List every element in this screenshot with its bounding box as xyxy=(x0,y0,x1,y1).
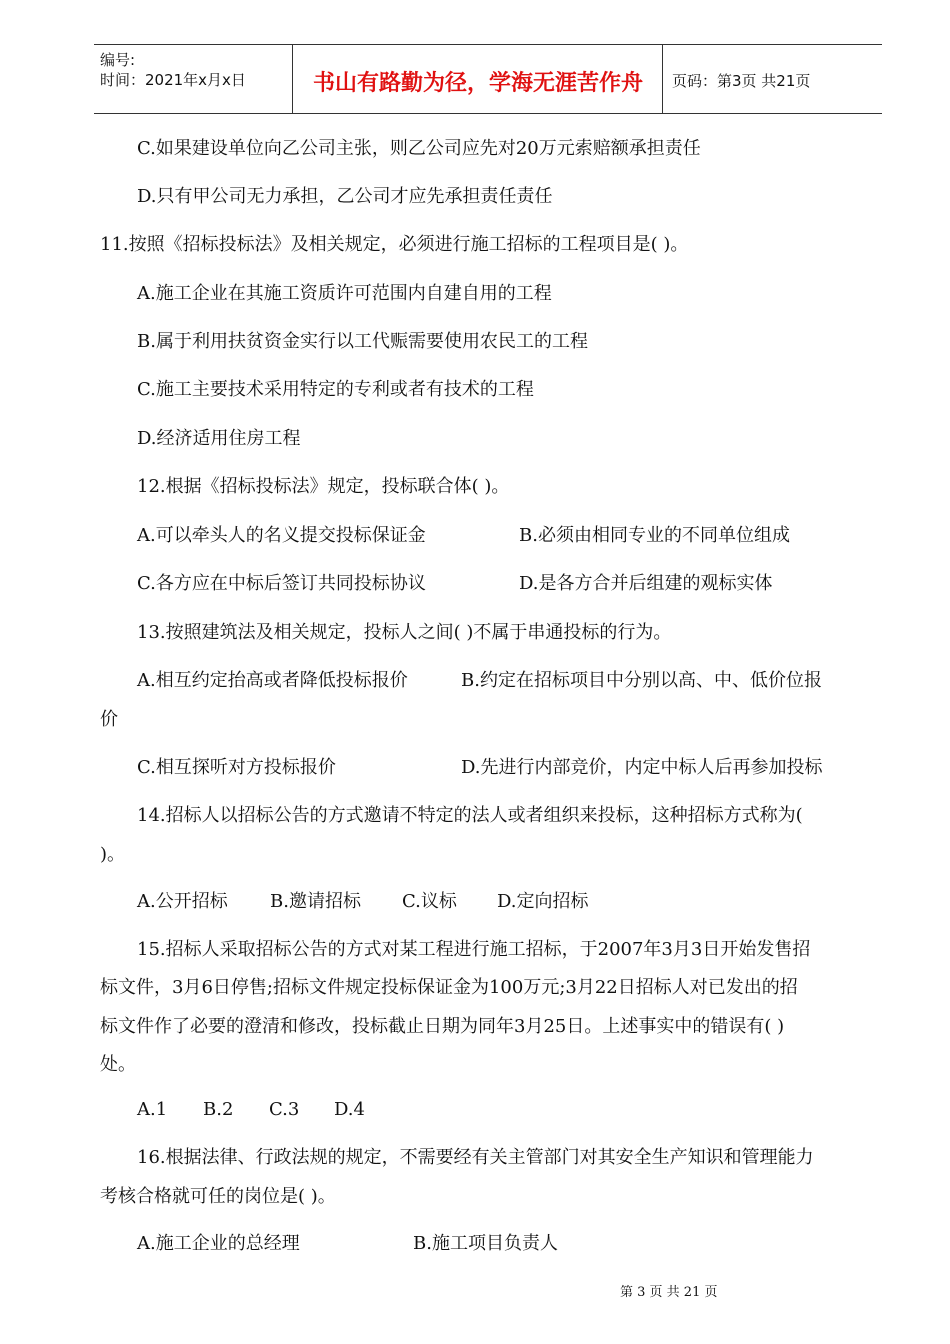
header-right-cell xyxy=(664,45,882,113)
q12-option-a: A.可以牵头人的名义提交投标保证金 xyxy=(137,525,426,546)
q14-option-d: D.定向招标 xyxy=(497,891,589,912)
q11-option-c: C.施工主要技术采用特定的专利或者有技术的工程 xyxy=(137,379,534,400)
q15-option-a: A.1 xyxy=(137,1099,168,1120)
q11-option-d: D.经济适用住房工程 xyxy=(137,428,301,449)
question-12: 12.根据《招标投标法》规定，投标联合体( )。 xyxy=(137,476,510,497)
question-16: 16.根据法律、行政法规的规定，不需要经有关主管部门对其安全生产知识和管理能力 xyxy=(137,1147,814,1168)
header-left-cell xyxy=(94,45,293,113)
q15-option-c: C.3 xyxy=(269,1099,300,1120)
q13-option-b: B.约定在招标项目中分别以高、中、低价位报 xyxy=(461,670,822,691)
header-middle-cell xyxy=(294,45,663,113)
q12-option-b: B.必须由相同专业的不同单位组成 xyxy=(519,525,790,546)
page-header xyxy=(94,44,882,114)
time-label: 时间：2021年x月x日 xyxy=(100,71,246,89)
q13-option-d: D.先进行内部竞价，内定中标人后再参加投标 xyxy=(461,757,823,778)
q16-option-b: B.施工项目负责人 xyxy=(413,1233,558,1254)
q14-option-c: C.议标 xyxy=(402,891,457,912)
q14-option-a: A.公开招标 xyxy=(137,891,228,912)
question-15-cont-1: 标文件，3月6日停售;招标文件规定投标保证金为100万元;3月22日招标人对已发出的招 xyxy=(100,977,798,998)
page-info: 页码：第3页 共21页 xyxy=(672,72,811,90)
q13-option-c: C.相互探听对方投标报价 xyxy=(137,757,336,778)
question-16-cont: 考核合格就可任的岗位是( )。 xyxy=(100,1186,336,1207)
question-14: 14.招标人以招标公告的方式邀请不特定的法人或者组织来投标，这种招标方式称为( xyxy=(137,805,803,826)
question-14-cont: )。 xyxy=(100,844,126,865)
question-11: 11.按照《招标投标法》及相关规定，必须进行施工招标的工程项目是( )。 xyxy=(100,234,689,255)
q14-option-b: B.邀请招标 xyxy=(270,891,361,912)
q10-option-d: D.只有甲公司无力承担，乙公司才应先承担责任责任 xyxy=(137,186,553,207)
motto: 书山有路勤为径，学海无涯苦作舟 xyxy=(312,71,643,96)
q13-option-a: A.相互约定抬高或者降低投标报价 xyxy=(137,670,408,691)
q15-option-d: D.4 xyxy=(334,1099,365,1120)
q10-option-c: C.如果建设单位向乙公司主张，则乙公司应先对20万元索赔额承担责任 xyxy=(137,138,701,159)
page-footer: 第 3 页 共 21 页 xyxy=(620,1285,718,1300)
q11-option-b: B.属于利用扶贫资金实行以工代赈需要使用农民工的工程 xyxy=(137,331,588,352)
question-15-cont-2: 标文件作了必要的澄清和修改，投标截止日期为同年3月25日。上述事实中的错误有( ) xyxy=(100,1016,785,1037)
question-15: 15.招标人采取招标公告的方式对某工程进行施工招标，于2007年3月3日开始发售招 xyxy=(137,939,811,960)
question-13: 13.按照建筑法及相关规定，投标人之间( )不属于串通投标的行为。 xyxy=(137,622,672,643)
q13-option-b-cont: 价 xyxy=(100,709,118,730)
question-15-cont-3: 处。 xyxy=(100,1054,136,1075)
q16-option-a: A.施工企业的总经理 xyxy=(137,1233,300,1254)
serial-label: 编号: xyxy=(100,51,136,69)
q11-option-a: A.施工企业在其施工资质许可范围内自建自用的工程 xyxy=(137,283,552,304)
q15-option-b: B.2 xyxy=(203,1099,234,1120)
q12-option-c: C.各方应在中标后签订共同投标协议 xyxy=(137,573,426,594)
q12-option-d: D.是各方合并后组建的观标实体 xyxy=(519,573,773,594)
